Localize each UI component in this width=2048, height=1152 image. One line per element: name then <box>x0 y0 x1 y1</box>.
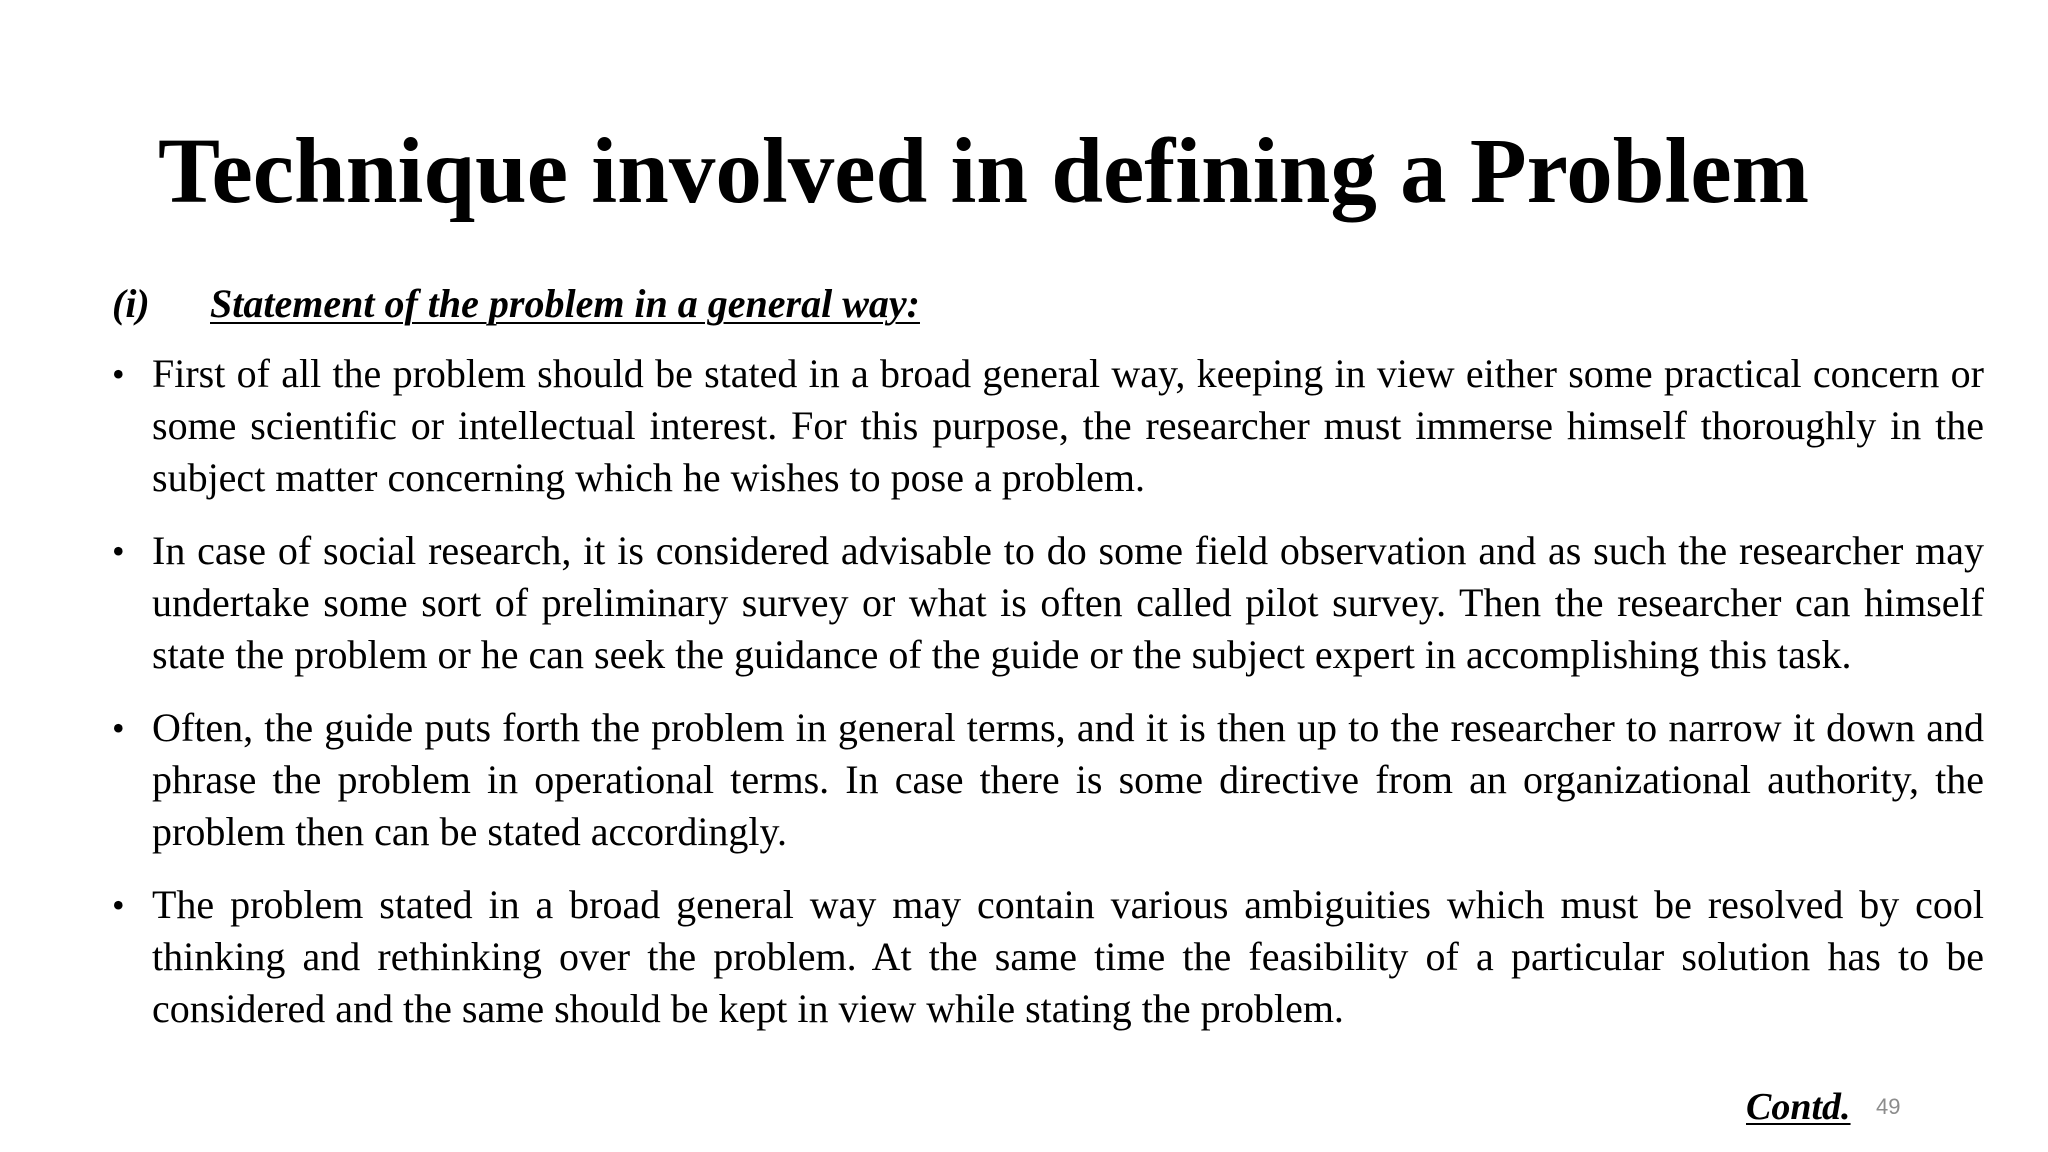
bullet-text: The problem stated in a broad general way may contain various ambiguities which must be resolved by cool thinking and rethinking over the problem. At the same time the feasibility of a particular solution has to be considered and the same should be kept in view while stating the problem. <box>152 882 1984 1031</box>
section-number: (i) <box>112 281 150 326</box>
bullet-item <box>112 702 1984 858</box>
bullet-item <box>112 879 1984 1035</box>
bullet-icon: • <box>112 708 125 748</box>
bullet-icon: • <box>112 885 125 925</box>
bullet-item <box>112 525 1984 681</box>
bullet-list <box>112 348 1984 1056</box>
bullet-text: First of all the problem should be stated in a broad general way, keeping in view either some practical concern or some scientific or intellectual interest. For this purpose, the researcher must immerse himself thoroughly in the subject matter concerning which he wishes to pose a problem. <box>152 351 1984 500</box>
bullet-text: Often, the guide puts forth the problem in general terms, and it is then up to the researcher to narrow it down and phrase the problem in operational terms. In case there is some directive from an organizational authority, the problem then can be stated accordingly. <box>152 705 1984 854</box>
bullet-icon: • <box>112 531 125 571</box>
bullet-icon: • <box>112 354 125 394</box>
slide-title: Technique involved in defining a Problem <box>158 120 1810 223</box>
continued-label: Contd. <box>1746 1086 1851 1128</box>
section-heading-text: Statement of the problem in a general way: <box>210 281 920 326</box>
page-number: 49 <box>1876 1094 1901 1119</box>
bullet-text: In case of social research, it is considered advisable to do some field observation and as such the researcher may undertake some sort of preliminary survey or what is often called pilot survey. Then the researcher can himself state the problem or he can seek the guidance of the guide or the subject expert in accomplishing this task. <box>152 528 1984 677</box>
section-heading <box>112 276 920 332</box>
bullet-item <box>112 348 1984 504</box>
